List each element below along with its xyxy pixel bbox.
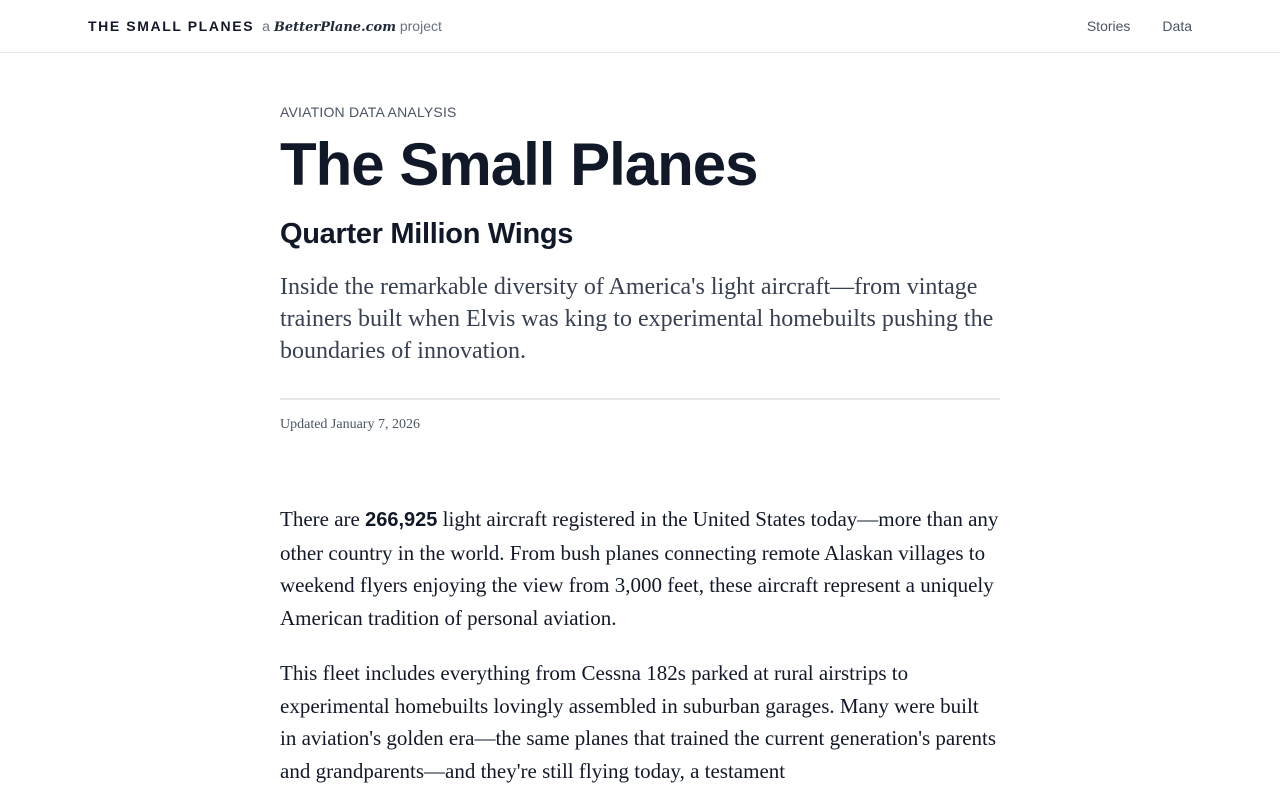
brand-tagline — [262, 18, 442, 35]
aircraft-count: 266,925 — [365, 509, 438, 531]
tagline-suffix: project — [399, 17, 442, 34]
nav-stories[interactable]: Stories — [1086, 18, 1131, 34]
text: There are — [280, 507, 366, 531]
divider — [280, 398, 1000, 400]
nav-data[interactable]: Data — [1162, 18, 1192, 34]
site-header — [0, 0, 1280, 53]
kicker: AVIATION DATA ANALYSIS — [280, 104, 457, 120]
brand[interactable] — [88, 18, 442, 35]
article — [280, 104, 1000, 787]
subtitle: Quarter Million Wings — [280, 218, 574, 250]
updated-date: Updated January 7, 2026 — [280, 417, 420, 432]
article-body — [280, 503, 1000, 787]
betterplane-logo[interactable]: BetterPlane.com — [273, 19, 396, 35]
dek: Inside the remarkable diversity of America's light aircraft—from vintage trainers built when Elvis was king to experimental homebuilts pushing the boundaries of innovation. — [280, 274, 994, 364]
paragraph: This fleet includes everything from Cessna 182s parked at rural airstrips to experimental homebuilts lovingly assembled in suburban garages. Many were built in aviation's golden era—the same planes that trained the current generation's parents and grandparents—and they're still flying today, a testament — [280, 661, 997, 783]
tagline-prefix: a — [262, 17, 270, 34]
main-nav — [1087, 18, 1192, 34]
text: light aircraft registered in the United States today—more than any other country in the world. From bush planes connecting remote Alaskan villages to weekend flyers enjoying the view from 3,000 feet, these aircraft represent a uniquely American tradition of personal aviation. — [280, 507, 999, 630]
page-title: The Small Planes — [280, 131, 758, 198]
paragraph — [280, 503, 1000, 634]
site-name[interactable]: THE SMALL PLANES — [88, 17, 255, 34]
